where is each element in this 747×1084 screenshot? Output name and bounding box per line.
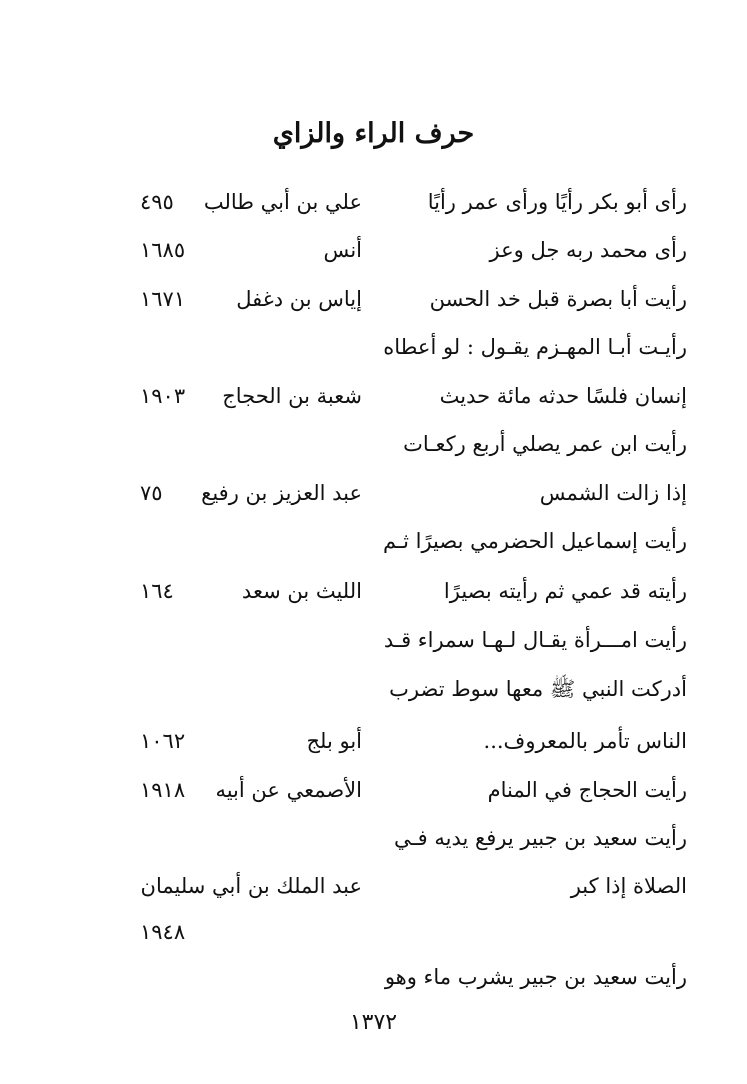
hadith-text: رأيت امـــرأة يقـال لـهـا سمراء قـد xyxy=(383,628,687,652)
list-item xyxy=(0,620,747,660)
list-item xyxy=(0,669,747,709)
hadith-text: أدركت النبي ﷺ معها سوط تضرب xyxy=(389,677,687,701)
hadith-number: ١٩١٨ xyxy=(140,778,186,802)
list-item xyxy=(0,866,747,906)
hadith-text: رأى محمد ربه جل وعز xyxy=(489,238,687,262)
narrator: علي بن أبي طالب xyxy=(203,190,362,214)
hadith-number: ٧٥ xyxy=(140,481,163,505)
hadith-text: رأيته قد عمي ثم رأيته بصيرًا xyxy=(443,579,687,603)
list-item xyxy=(0,721,747,761)
hadith-text: رأى أبو بكر رأيًا ورأى عمر رأيًا xyxy=(427,190,687,214)
narrator: شعبة بن الحجاج xyxy=(222,384,362,408)
hadith-text: رأيت سعيد بن جبير يشرب ماء وهو xyxy=(384,965,687,989)
narrator: عبد الملك بن أبي سليمان xyxy=(140,874,362,898)
hadith-text: رأيت سعيد بن جبير يرفع يديه فـي xyxy=(394,826,687,850)
narrator: أبو بلج xyxy=(306,729,362,753)
narrator: الليث بن سعد xyxy=(241,579,362,603)
hadith-number: ١٠٦٢ xyxy=(140,729,186,753)
list-item xyxy=(0,230,747,270)
narrator: عبد العزيز بن رفيع xyxy=(201,481,362,505)
hadith-number: ١٦٤ xyxy=(140,579,174,603)
hadith-text: رأيت ابن عمر يصلي أربع ركعـات xyxy=(403,432,687,456)
list-item xyxy=(0,957,747,997)
hadith-number: ١٦٧١ xyxy=(140,287,186,311)
narrator: أنس xyxy=(323,238,362,262)
list-item xyxy=(0,770,747,810)
list-item xyxy=(0,912,747,952)
hadith-text: رأيـت أبـا المهـزم يقـول : لو أعطاه xyxy=(383,335,687,359)
list-item xyxy=(0,279,747,319)
list-item xyxy=(0,182,747,222)
list-item xyxy=(0,327,747,367)
hadith-text: إذا زالت الشمس xyxy=(539,481,687,505)
narrator: الأصمعي عن أبيه xyxy=(215,778,362,802)
list-item xyxy=(0,473,747,513)
page-title: حرف الراء والزاي xyxy=(272,118,475,149)
hadith-text: رأيت أبا بصرة قبل خد الحسن xyxy=(429,287,687,311)
hadith-number: ١٩٠٣ xyxy=(140,384,186,408)
narrator: إياس بن دغفل xyxy=(236,287,362,311)
hadith-text: الصلاة إذا كبر xyxy=(570,874,687,898)
hadith-text: الناس تأمر بالمعروف... xyxy=(483,729,687,753)
hadith-text: رأيت إسماعيل الحضرمي بصيرًا ثـم xyxy=(382,529,687,553)
page-number: ١٣٧٢ xyxy=(349,1010,398,1035)
hadith-number: ١٩٤٨ xyxy=(140,920,186,944)
list-item xyxy=(0,424,747,464)
hadith-text: إنسان فلسًا حدثه مائة حديث xyxy=(439,384,687,408)
list-item xyxy=(0,521,747,561)
hadith-number: ١٦٨٥ xyxy=(140,238,186,262)
list-item xyxy=(0,818,747,858)
hadith-number: ٤٩٥ xyxy=(140,190,174,214)
list-item xyxy=(0,376,747,416)
hadith-text: رأيت الحجاج في المنام xyxy=(487,778,687,802)
list-item xyxy=(0,571,747,611)
